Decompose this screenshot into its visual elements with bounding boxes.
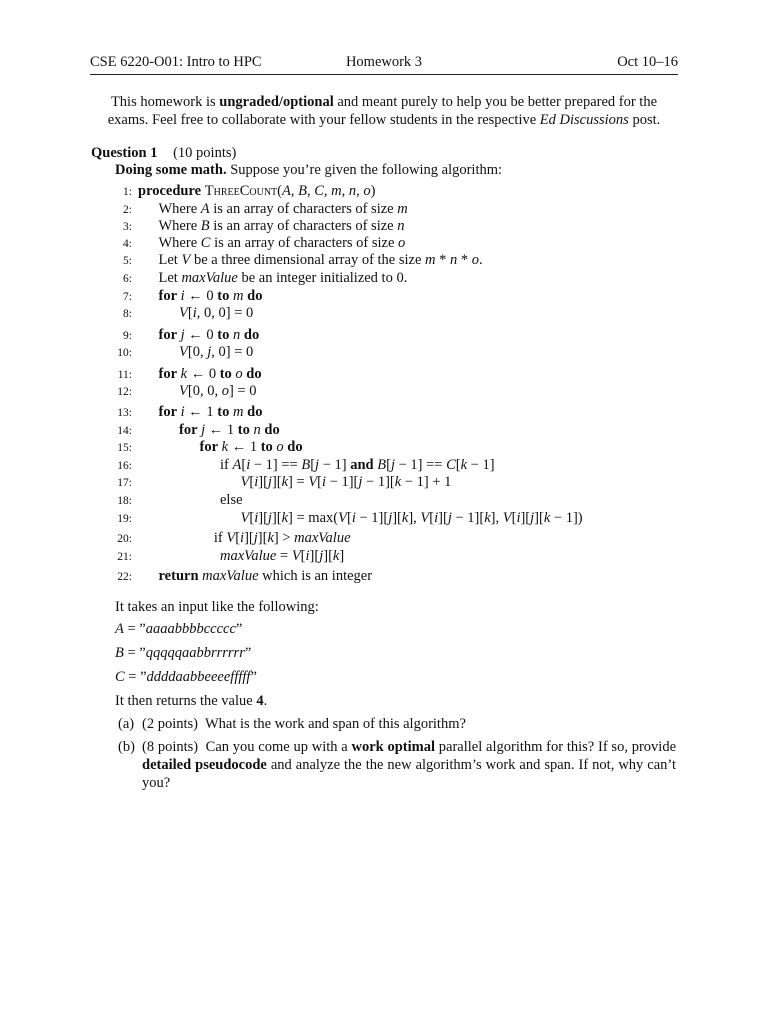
line-number: 4: [123, 238, 132, 250]
algorithm-code: V[i, 0, 0] = 0 [179, 305, 254, 321]
algorithm-line [100, 421, 280, 439]
page-header [90, 54, 678, 75]
algorithm-code: V[0, 0, o] = 0 [179, 383, 257, 399]
algorithm-code: if A[i − 1] == B[j − 1] and B[j − 1] == C[k − 1] [220, 457, 495, 473]
algorithm-code: Where B is an array of characters of size n [158, 218, 405, 234]
algorithm-code: else [220, 492, 243, 508]
line-number: 20: [117, 533, 132, 545]
algorithm-code: for i ← 1 to m do [158, 404, 263, 420]
line-number: 5: [123, 255, 132, 267]
algorithm-line [100, 473, 451, 491]
algorithm-code: Let V be a three dimensional array of the size m * n * o. [158, 252, 483, 268]
algorithm-code: return maxValue which is an integer [158, 568, 373, 584]
algorithm-code: for k ← 0 to o do [158, 366, 262, 382]
algorithm-line [100, 251, 483, 269]
algorithm-line [100, 529, 351, 547]
algorithm-code: V[i][j][k] = V[i − 1][j − 1][k − 1] + 1 [240, 474, 452, 490]
assignment-title: Homework 3 [345, 54, 423, 70]
algorithm-line [100, 200, 408, 218]
algorithm-code: maxValue = V[i][j][k] [220, 548, 345, 564]
algorithm-code: Where A is an array of characters of size m [158, 201, 408, 217]
line-number: 7: [123, 291, 132, 303]
subquestion-b: (b) (8 points) Can you come up with a work optimal parallel algorithm for this? If so, provide detailed pseudocode and analyze the the new algorithm’s work and span. If not, why can’t you? [118, 739, 677, 791]
due-date: Oct 10–16 [617, 54, 678, 70]
line-number: 6: [123, 273, 132, 285]
algorithm-code: Let maxValue be an integer initialized to 0. [158, 270, 408, 286]
algorithm-code: Where C is an array of characters of size o [158, 235, 406, 251]
algorithm-line [100, 547, 344, 565]
line-number: 15: [117, 442, 132, 454]
question-1-heading [91, 145, 236, 162]
algorithm-code: V[0, j, 0] = 0 [179, 344, 254, 360]
question-label: Question 1 [91, 145, 158, 161]
line-number: 21: [117, 551, 132, 563]
course-name: CSE 6220-O01: Intro to HPC [90, 54, 262, 70]
return-value: 4 [256, 693, 264, 709]
line-number: 8: [123, 308, 132, 320]
algorithm-code: if V[i][j][k] > maxValue [213, 530, 351, 546]
ungraded-note: ungraded/optional [219, 94, 334, 110]
line-number: 12: [117, 386, 132, 398]
line-number: 9: [123, 330, 132, 342]
line-number: 16: [117, 460, 132, 472]
algorithm-line [100, 326, 259, 344]
line-number: 13: [117, 407, 132, 419]
subquestion-b-points: (8 points) [142, 739, 199, 755]
line-number: 17: [117, 477, 132, 489]
algorithm-line [100, 567, 372, 585]
subquestion-a: (a) (2 points) What is the work and span of this algorithm? [118, 716, 466, 732]
subquestion-a-text: What is the work and span of this algorithm? [204, 716, 466, 732]
line-number: 14: [117, 425, 132, 437]
line-number: 1: [123, 186, 132, 198]
input-lead: It takes an input like the following: [115, 599, 319, 615]
line-number: 19: [117, 513, 132, 525]
line-number: 22: [117, 571, 132, 583]
algorithm-code: for i ← 0 to m do [158, 288, 263, 304]
algorithm-line [100, 343, 253, 361]
input-a: A = ”aaaabbbbccccc” [115, 621, 243, 637]
algorithm-line [100, 269, 407, 287]
intro-paragraph: This homework is ungraded/optional and meant purely to help you be better prepared for the exams. Feel free to collaborate with your fellow students in the respective Ed Discussions post. [107, 94, 661, 128]
input-a-value: aaaabbbbccccc [145, 621, 236, 637]
algorithm-line [100, 438, 303, 456]
algorithm-code: for j ← 1 to n do [179, 422, 280, 438]
question-points: (10 points) [173, 145, 237, 161]
algorithm-line [100, 287, 262, 305]
algorithm-line [100, 217, 404, 235]
line-number: 11: [117, 369, 132, 381]
algorithm-code: V[i][j][k] = max(V[i − 1][j][k], V[i][j − 1][k], V[i][j][k − 1]) [240, 510, 583, 526]
question-lead: Doing some math. Suppose you’re given the following algorithm: [115, 162, 503, 178]
algorithm-line [100, 234, 405, 252]
line-number: 2: [123, 204, 132, 216]
algorithm-line [100, 491, 243, 509]
algorithm-code: for k ← 1 to o do [199, 439, 303, 455]
line-number: 10: [117, 347, 132, 359]
algorithm-line [100, 456, 495, 474]
algorithm-line [100, 182, 375, 200]
algorithm-line [100, 365, 262, 383]
input-b-value: qqqqqaabbrrrrrr [145, 645, 245, 661]
algorithm-code: for j ← 0 to n do [158, 327, 260, 343]
algorithm-line [100, 304, 253, 322]
algorithm-line [100, 403, 262, 421]
algorithm-code: procedure ThreeCount(A, B, C, m, n, o) [138, 183, 376, 199]
line-number: 18: [117, 495, 132, 507]
input-c: C = ”ddddaabbeeeefffff” [115, 669, 257, 685]
returns-line: It then returns the value 4. [115, 693, 268, 709]
input-b: B = ”qqqqqaabbrrrrrr” [115, 645, 252, 661]
subquestion-a-points: (2 points) [142, 716, 198, 732]
algorithm-line [100, 509, 583, 527]
algorithm-line [100, 382, 256, 400]
line-number: 3: [123, 221, 132, 233]
input-c-value: ddddaabbeeeefffff [146, 669, 251, 685]
ed-discussions-ref: Ed Discussions [539, 112, 629, 128]
